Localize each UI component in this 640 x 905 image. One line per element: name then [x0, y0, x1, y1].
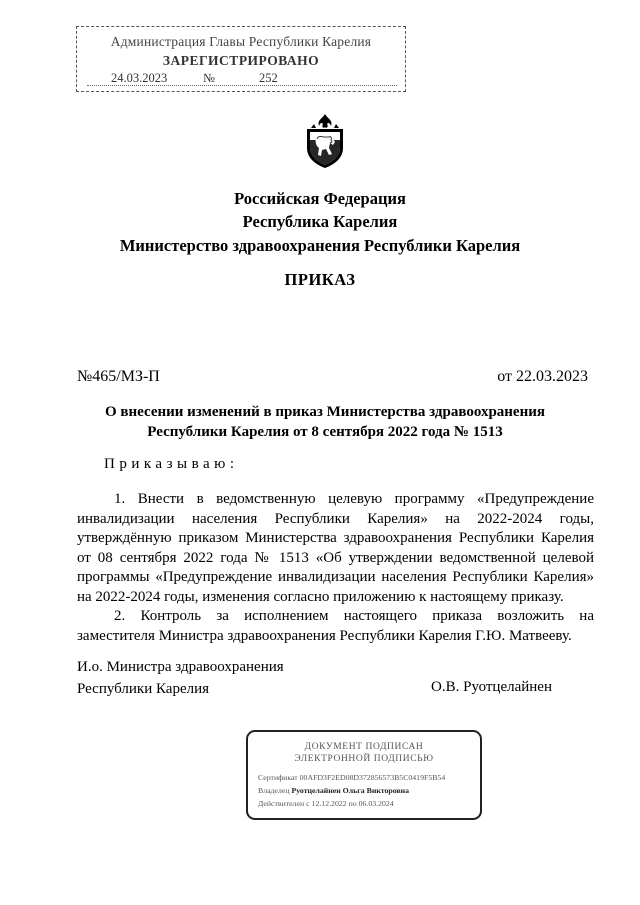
- esig-certificate-value: 00AFD3F2ED08D372856573B5C0419F5B54: [299, 773, 446, 782]
- registration-number: 252: [259, 71, 278, 85]
- subject-line-2: Республики Карелия от 8 сентября 2022 года № 1513: [147, 424, 503, 440]
- esig-owner-label: Владелец: [258, 786, 290, 795]
- esig-owner-value: Руотцелайнен Ольга Викторовна: [291, 786, 410, 795]
- esig-certificate-label: Сертификат: [258, 773, 298, 782]
- registration-number-sign: №: [203, 71, 215, 85]
- signatory-name: О.В. Руотцелайнен: [431, 679, 552, 695]
- karelia-coat-of-arms-icon: [303, 112, 347, 170]
- header-country: Российская Федерация: [234, 189, 406, 208]
- document-type: ПРИКАЗ: [284, 270, 356, 289]
- esig-valid-from: 12.12.2022: [311, 799, 347, 808]
- esig-certificate: [258, 773, 445, 782]
- order-number: №465/МЗ-П: [77, 368, 160, 385]
- signatory-position-line-1: И.о. Министра здравоохранения: [77, 659, 284, 675]
- esig-validity-to-label: по: [348, 799, 357, 808]
- signatory-position: [77, 656, 284, 700]
- signatory-position-line-2: Республики Карелия: [77, 681, 210, 697]
- registration-underline: [87, 85, 397, 86]
- subject-line-1: О внесении изменений в приказ Министерства здравоохранения: [104, 404, 545, 420]
- esig-valid-to: 06.03.2024: [358, 799, 394, 808]
- registration-organization: Администрация Главы Республики Карелия: [110, 34, 372, 49]
- header-ministry: Министерство здравоохранения Республики Карелия: [119, 236, 521, 255]
- order-body: [77, 490, 594, 646]
- esig-title-line-2: ЭЛЕКТРОННОЙ ПОДПИСЬЮ: [294, 754, 434, 764]
- registration-stamp: [76, 26, 406, 92]
- electronic-signature-stamp: [246, 730, 482, 820]
- esig-validity: [258, 799, 394, 808]
- order-date: от 22.03.2023: [497, 368, 588, 385]
- order-subject: [60, 402, 590, 442]
- order-paragraph-2: 2. Контроль за исполнением настоящего приказа возложить на заместителя Министра здравоохранения Республики Карелия Г.Ю. Матвееву.: [77, 608, 594, 644]
- esig-owner: [258, 786, 409, 795]
- order-paragraph-1: 1. Внести в ведомственную целевую программу «Предупреждение инвалидизации населения Республики Карелия» на 2022-2024 годы, утверждённую приказом Министерства здравоохранения Республики Карелия от 08 сентября 2022 года № 1513 «Об утверждении ведомственной целевой программы «Предупреждение инвалидизации населения Республики Карелия» на 2022-2024 годы, изменения согласно приложению к настоящему приказу.: [77, 491, 594, 605]
- registration-status: ЗАРЕГИСТРИРОВАНО: [162, 53, 320, 68]
- order-directive-word: Приказываю:: [104, 456, 239, 472]
- esig-title-line-1: ДОКУМЕНТ ПОДПИСАН: [304, 742, 424, 752]
- header-republic: Республика Карелия: [242, 212, 398, 231]
- esig-validity-from-label: с: [306, 799, 310, 808]
- registration-date: 24.03.2023: [111, 71, 168, 85]
- esig-validity-label: Действителен: [258, 799, 305, 808]
